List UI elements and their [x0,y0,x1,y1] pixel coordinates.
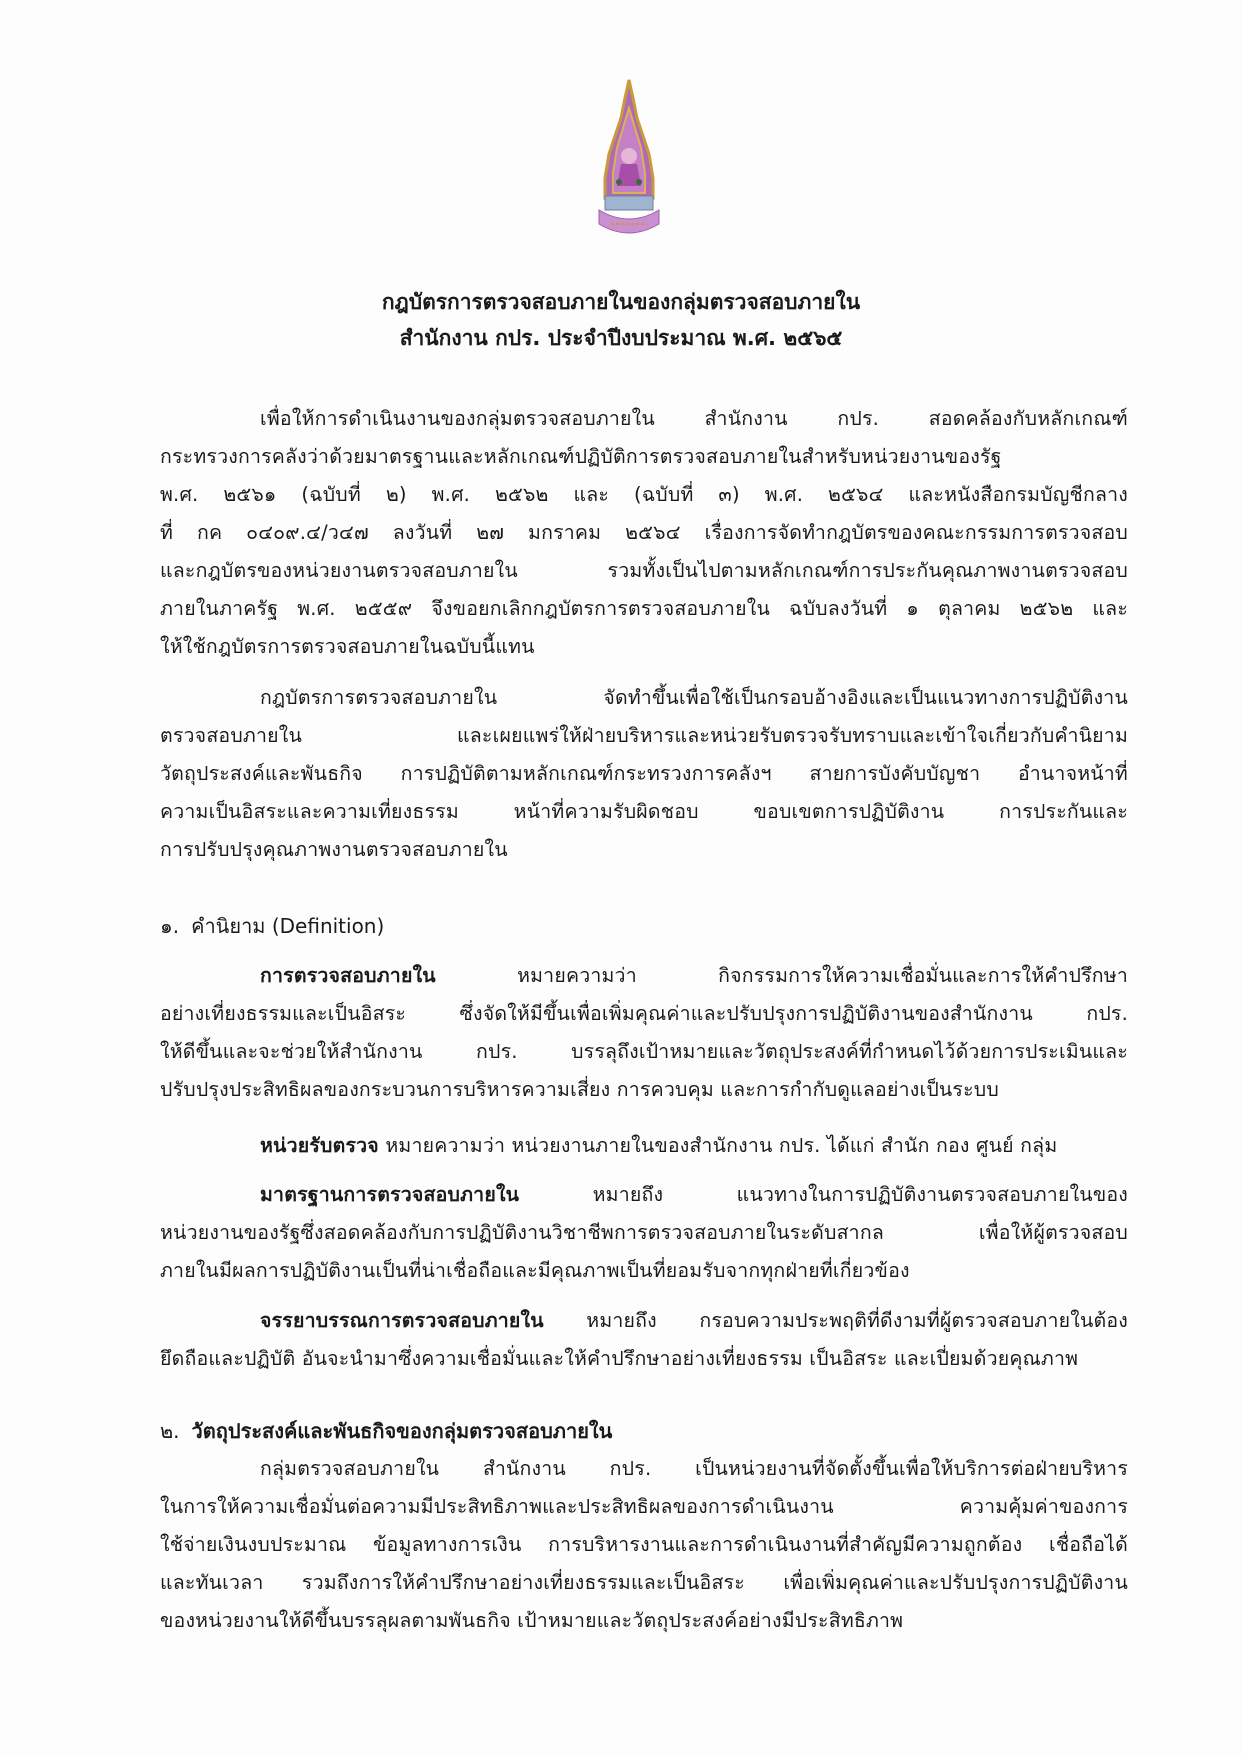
text-line: ความเป็นอิสระและความเที่ยงธรรม หน้าที่ความรับผิดชอบ ขอบเขตการปฏิบัติงาน การประกันและ [160,800,1128,823]
text-line: ยึดถือและปฏิบัติ อันจะนำมาซึ่งความเชื่อมั่นและให้คำปรึกษาอย่างเที่ยงธรรม เป็นอิสระ และเปี่ยมด้วยคุณภาพ [160,1347,1079,1370]
title-line-2: สำนักงาน กปร. ประจำปีงบประมาณ พ.ศ. ๒๕๖๕ [399,326,843,350]
section-2-heading [160,1412,612,1450]
title-line-1: กฎบัตรการตรวจสอบภายในของกลุ่มตรวจสอบภายใน [381,290,861,314]
definition-text: หมายถึง กรอบความประพฤติที่ดีงามที่ผู้ตรวจสอบภายในต้อง [543,1309,1128,1332]
definition-text: หมายความว่า หน่วยงานภายในของสำนักงาน กปร. ได้แก่ สำนัก กอง ศูนย์ กลุ่ม [378,1134,1058,1157]
intro-paragraph-2 [160,679,1128,869]
text-line: หน่วยงานของรัฐซึ่งสอดคล้องกับการปฏิบัติงานวิชาชีพการตรวจสอบภายในระดับสากล เพื่อให้ผู้ตรวจสอบ [160,1221,1128,1244]
text-line: ที่ กค ๐๔๐๙.๔/ว๔๗ ลงวันที่ ๒๗ มกราคม ๒๕๖๔ เรื่องการจัดทำกฎบัตรของคณะกรรมการตรวจสอบ [160,521,1128,544]
text-line [160,1176,1128,1214]
definition-text: หมายความว่า กิจกรรมการให้ความเชื่อมั่นและการให้คำปรึกษา [435,964,1128,987]
text-line: กฎบัตรการตรวจสอบภายใน จัดทำขึ้นเพื่อใช้เป็นกรอบอ้างอิงและเป็นแนวทางการปฏิบัติงาน [260,686,1128,709]
definition-term: จรรยาบรรณการตรวจสอบภายใน [260,1309,544,1332]
text-line: พ.ศ. ๒๕๖๑ (ฉบับที่ ๒) พ.ศ. ๒๕๖๒ และ (ฉบับที่ ๓) พ.ศ. ๒๕๖๔ และหนังสือกรมบัญชีกลาง [160,483,1128,506]
definition-auditee [160,1127,1128,1165]
emblem-logo-icon [597,78,661,248]
text-line: และกฎบัตรของหน่วยงานตรวจสอบภายใน รวมทั้งเป็นไปตามหลักเกณฑ์การประกันคุณภาพงานตรวจสอบ [160,559,1128,582]
text-line: และทันเวลา รวมถึงการให้คำปรึกษาอย่างเที่ยงธรรมและเป็นอิสระ เพื่อเพิ่มคุณค่าและปรับปรุงการปฏิบัติงาน [160,1571,1128,1594]
text-line: ปรับปรุงประสิทธิผลของกระบวนการบริหารความเสี่ยง การควบคุม และการกำกับดูแลอย่างเป็นระบบ [160,1078,999,1101]
definition-term: การตรวจสอบภายใน [260,964,436,987]
definition-term: มาตรฐานการตรวจสอบภายใน [260,1183,520,1206]
definition-audit-standards [160,1176,1128,1290]
text-line: เพื่อให้การดำเนินงานของกลุ่มตรวจสอบภายใน สำนักงาน กปร. สอดคล้องกับหลักเกณฑ์ [260,407,1128,430]
intro-paragraph-1 [160,400,1128,666]
section-2-paragraph [160,1450,1128,1640]
section-number: ๒. [160,1419,180,1443]
definition-code-of-ethics [160,1302,1128,1378]
text-line: ภายในมีผลการปฏิบัติงานเป็นที่น่าเชื่อถือและมีคุณภาพเป็นที่ยอมรับจากทุกฝ่ายที่เกี่ยวข้อง [160,1259,910,1282]
text-line: ใช้จ่ายเงินงบประมาณ ข้อมูลทางการเงิน การบริหารงานและการดำเนินงานที่สำคัญมีความถูกต้อง เชื่อถือได้ [160,1533,1128,1556]
definition-term: หน่วยรับตรวจ [260,1134,379,1157]
text-line: ให้ใช้กฎบัตรการตรวจสอบภายในฉบับนี้แทน [160,635,535,658]
text-line: กลุ่มตรวจสอบภายใน สำนักงาน กปร. เป็นหน่วยงานที่จัดตั้งขึ้นเพื่อให้บริการต่อฝ่ายบริหาร [260,1457,1128,1480]
document-title [0,284,1242,356]
text-line [160,957,1128,995]
text-line: ในการให้ความเชื่อมั่นต่อความมีประสิทธิภาพและประสิทธิผลของการดำเนินงาน ความคุ้มค่าของการ [160,1495,1128,1518]
section-title: วัตถุประสงค์และพันธกิจของกลุ่มตรวจสอบภายใน [191,1419,613,1443]
section-number: ๑. [160,914,180,938]
section-1-heading [160,907,384,945]
text-line: อย่างเที่ยงธรรมและเป็นอิสระ ซึ่งจัดให้มีขึ้นเพื่อเพิ่มคุณค่าและปรับปรุงการปฏิบัติงานของสำนักงาน กปร. [160,1002,1128,1025]
text-line: ภายในภาครัฐ พ.ศ. ๒๕๕๙ จึงขอยกเลิกกฎบัตรการตรวจสอบภายใน ฉบับลงวันที่ ๑ ตุลาคม ๒๕๖๒ และ [160,597,1128,620]
section-title: คำนิยาม (Definition) [191,914,385,938]
text-line: ตรวจสอบภายใน และเผยแพร่ให้ฝ่ายบริหารและหน่วยรับตรวจรับทราบและเข้าใจเกี่ยวกับคำนิยาม [160,724,1128,747]
text-line [160,1127,1128,1165]
definition-internal-audit [160,957,1128,1109]
text-line: การปรับปรุงคุณภาพงานตรวจสอบภายใน [160,838,508,861]
text-line: ของหน่วยงานให้ดีขึ้นบรรลุผลตามพันธกิจ เป้าหมายและวัตถุประสงค์อย่างมีประสิทธิภาพ [160,1609,904,1632]
text-line: กระทรวงการคลังว่าด้วยมาตรฐานและหลักเกณฑ์ปฏิบัติการตรวจสอบภายในสำหรับหน่วยงานของรัฐ [160,445,1002,468]
definition-text: หมายถึง แนวทางในการปฏิบัติงานตรวจสอบภายในของ [519,1183,1128,1206]
text-line: วัตถุประสงค์และพันธกิจ การปฏิบัติตามหลักเกณฑ์กระทรวงการคลังฯ สายการบังคับบัญชา อำนาจหน้าที่ [160,762,1128,785]
text-line: ให้ดีขึ้นและจะช่วยให้สำนักงาน กปร. บรรลุถึงเป้าหมายและวัตถุประสงค์ที่กำหนดไว้ด้วยการประเมินและ [160,1040,1128,1063]
text-line [160,1302,1128,1340]
